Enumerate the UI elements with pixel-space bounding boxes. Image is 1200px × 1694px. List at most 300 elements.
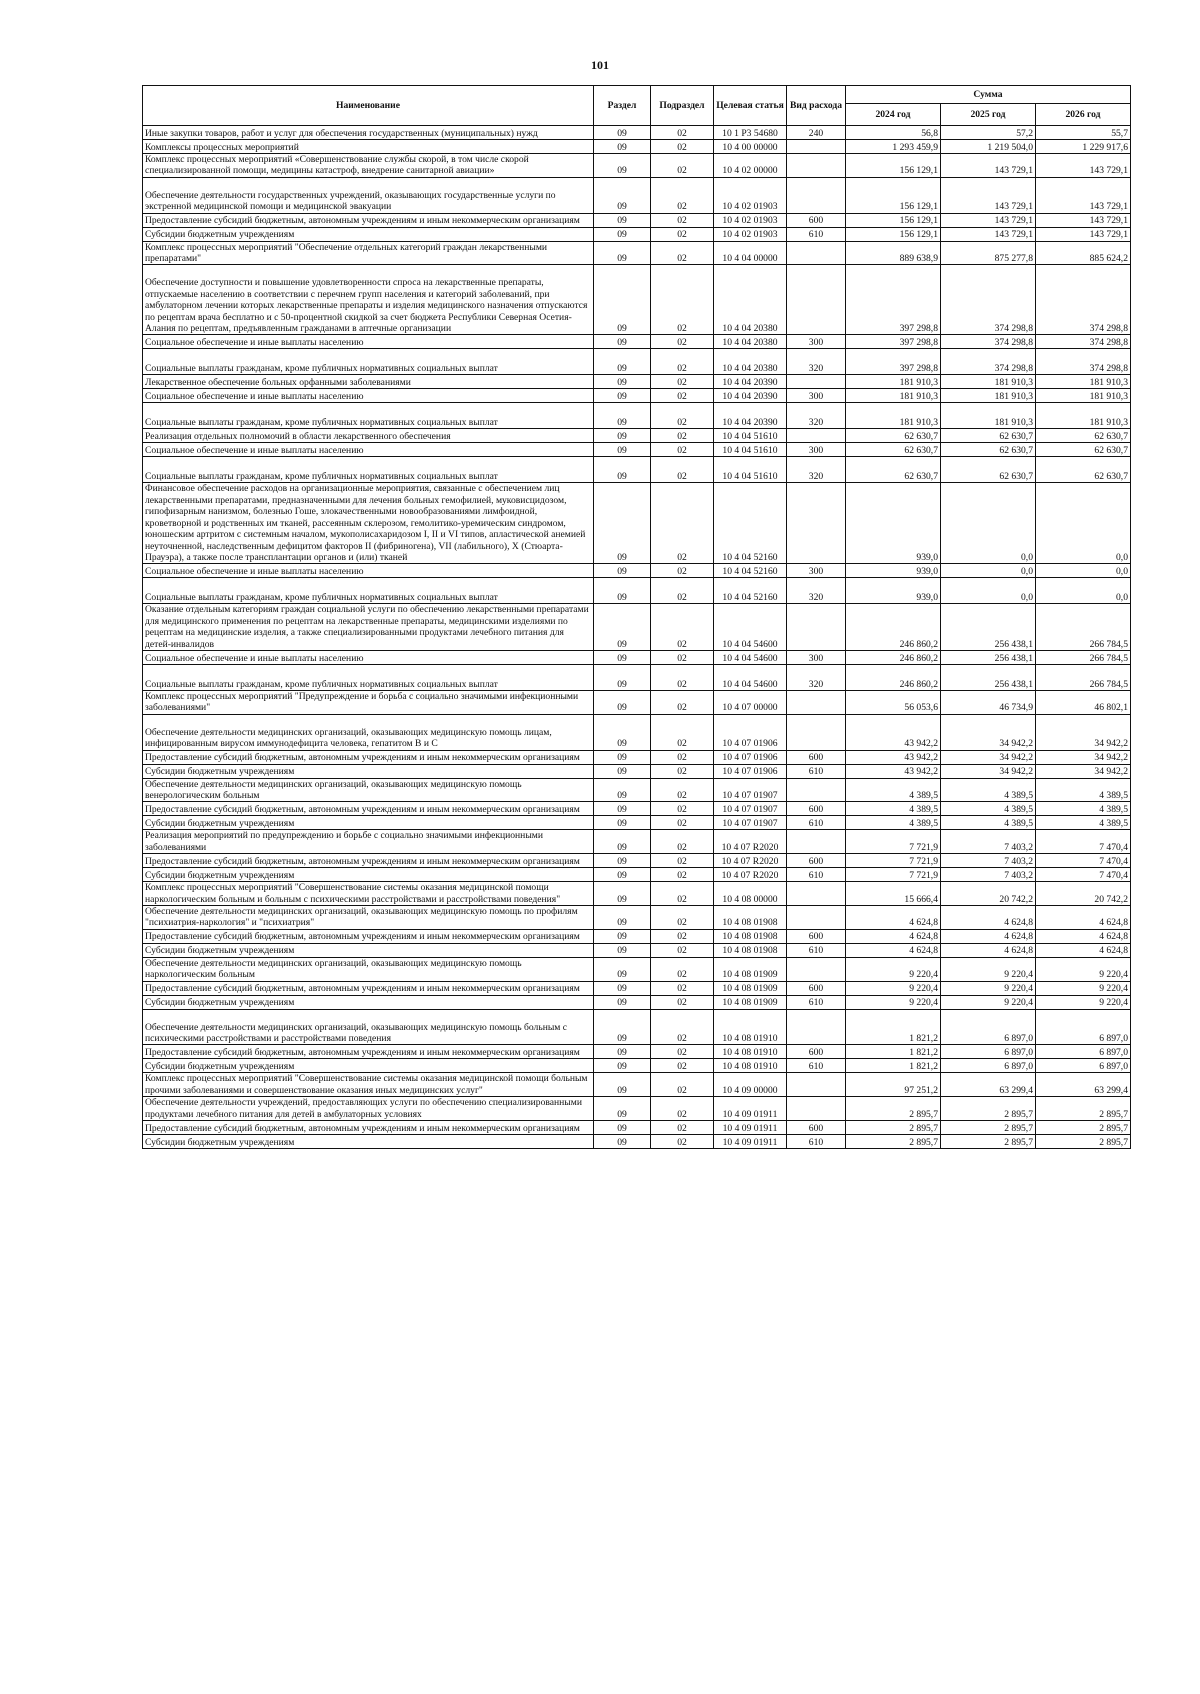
cell-expense-type: 240 [787, 126, 846, 140]
cell-amount-2024: 4 624,8 [846, 929, 941, 943]
cell-expense-type [787, 714, 846, 750]
table-row [143, 140, 1131, 154]
cell-amount-2026: 885 624,2 [1036, 241, 1131, 265]
cell-name: Предоставление субсидий бюджетным, автономным учреждениям и иным некоммерческим организациям [143, 213, 594, 227]
cell-amount-2026: 7 470,4 [1036, 854, 1131, 868]
cell-name: Лекарственное обеспечение больных орфанными заболеваниями [143, 375, 594, 389]
cell-name: Комплекс процессных мероприятий "Обеспечение отдельных категорий граждан лекарственными препаратами" [143, 241, 594, 265]
cell-expense-type [787, 177, 846, 213]
cell-section: 09 [594, 1073, 651, 1097]
cell-amount-2025: 4 389,5 [941, 816, 1036, 830]
cell-amount-2025: 7 403,2 [941, 854, 1036, 868]
table-row [143, 750, 1131, 764]
cell-subsection: 02 [651, 664, 714, 690]
cell-amount-2024: 97 251,2 [846, 1073, 941, 1097]
cell-subsection: 02 [651, 802, 714, 816]
table-row [143, 690, 1131, 714]
cell-expense-type: 600 [787, 750, 846, 764]
cell-amount-2024: 9 220,4 [846, 981, 941, 995]
cell-name: Субсидии бюджетным учреждениям [143, 764, 594, 778]
cell-subsection: 02 [651, 126, 714, 140]
cell-expense-type: 610 [787, 943, 846, 957]
cell-amount-2026: 9 220,4 [1036, 981, 1131, 995]
cell-amount-2024: 4 624,8 [846, 906, 941, 930]
cell-amount-2026: 34 942,2 [1036, 764, 1131, 778]
cell-amount-2024: 7 721,9 [846, 868, 941, 882]
cell-expense-type: 320 [787, 403, 846, 429]
cell-amount-2025: 34 942,2 [941, 750, 1036, 764]
cell-amount-2024: 246 860,2 [846, 664, 941, 690]
table-row [143, 868, 1131, 882]
cell-subsection: 02 [651, 929, 714, 943]
cell-name: Иные закупки товаров, работ и услуг для обеспечения государственных (муниципальных) нужд [143, 126, 594, 140]
cell-amount-2024: 397 298,8 [846, 349, 941, 375]
cell-amount-2026: 6 897,0 [1036, 1009, 1131, 1045]
cell-expense-type: 600 [787, 929, 846, 943]
cell-subsection: 02 [651, 1097, 714, 1121]
cell-subsection: 02 [651, 335, 714, 349]
cell-amount-2024: 62 630,7 [846, 429, 941, 443]
table-row [143, 957, 1131, 981]
cell-amount-2025: 62 630,7 [941, 429, 1036, 443]
cell-amount-2024: 246 860,2 [846, 604, 941, 651]
cell-amount-2024: 4 389,5 [846, 802, 941, 816]
cell-section: 09 [594, 429, 651, 443]
cell-amount-2024: 181 910,3 [846, 403, 941, 429]
cell-amount-2026: 266 784,5 [1036, 604, 1131, 651]
cell-amount-2026: 143 729,1 [1036, 154, 1131, 178]
cell-amount-2026: 63 299,4 [1036, 1073, 1131, 1097]
table-row [143, 995, 1131, 1009]
cell-target-article: 10 4 07 01906 [714, 714, 787, 750]
cell-amount-2025: 63 299,4 [941, 1073, 1036, 1097]
cell-target-article: 10 4 04 54600 [714, 604, 787, 651]
cell-name: Предоставление субсидий бюджетным, автономным учреждениям и иным некоммерческим организациям [143, 854, 594, 868]
cell-subsection: 02 [651, 981, 714, 995]
table-row [143, 1097, 1131, 1121]
cell-subsection: 02 [651, 349, 714, 375]
cell-target-article: 10 4 09 01911 [714, 1097, 787, 1121]
cell-amount-2025: 2 895,7 [941, 1121, 1036, 1135]
cell-name: Социальные выплаты гражданам, кроме публичных нормативных социальных выплат [143, 403, 594, 429]
cell-amount-2026: 181 910,3 [1036, 389, 1131, 403]
cell-amount-2025: 6 897,0 [941, 1045, 1036, 1059]
cell-amount-2026: 62 630,7 [1036, 457, 1131, 483]
cell-name: Социальное обеспечение и иные выплаты населению [143, 650, 594, 664]
cell-amount-2025: 4 389,5 [941, 802, 1036, 816]
cell-target-article: 10 4 04 20390 [714, 403, 787, 429]
cell-target-article: 10 4 04 20380 [714, 265, 787, 335]
cell-amount-2024: 1 821,2 [846, 1045, 941, 1059]
cell-expense-type [787, 830, 846, 854]
cell-amount-2024: 1 293 459,9 [846, 140, 941, 154]
cell-expense-type: 610 [787, 1135, 846, 1149]
table-row [143, 213, 1131, 227]
cell-expense-type [787, 1097, 846, 1121]
cell-name: Комплекс процессных мероприятий "Предупреждение и борьба с социально значимыми инфекционными заболеваниями" [143, 690, 594, 714]
cell-section: 09 [594, 664, 651, 690]
cell-target-article: 10 4 07 01906 [714, 764, 787, 778]
cell-amount-2026: 0,0 [1036, 483, 1131, 564]
cell-amount-2025: 7 403,2 [941, 868, 1036, 882]
header-section: Раздел [594, 86, 651, 126]
table-row [143, 265, 1131, 335]
cell-amount-2024: 156 129,1 [846, 213, 941, 227]
table-row [143, 604, 1131, 651]
cell-amount-2025: 143 729,1 [941, 177, 1036, 213]
cell-name: Субсидии бюджетным учреждениям [143, 995, 594, 1009]
cell-section: 09 [594, 227, 651, 241]
cell-subsection: 02 [651, 1059, 714, 1073]
cell-target-article: 10 4 07 R2020 [714, 830, 787, 854]
cell-amount-2024: 56,8 [846, 126, 941, 140]
table-row [143, 457, 1131, 483]
cell-target-article: 10 4 02 01903 [714, 227, 787, 241]
cell-subsection: 02 [651, 241, 714, 265]
cell-section: 09 [594, 375, 651, 389]
cell-amount-2024: 43 942,2 [846, 764, 941, 778]
cell-amount-2025: 9 220,4 [941, 957, 1036, 981]
cell-target-article: 10 4 04 52160 [714, 483, 787, 564]
cell-name: Обеспечение деятельности медицинских организаций, оказывающих медицинскую помощь венерологическим больным [143, 778, 594, 802]
table-header [143, 86, 1131, 126]
cell-amount-2026: 34 942,2 [1036, 750, 1131, 764]
cell-amount-2026: 266 784,5 [1036, 650, 1131, 664]
cell-amount-2024: 397 298,8 [846, 265, 941, 335]
cell-name: Социальное обеспечение и иные выплаты населению [143, 564, 594, 578]
cell-subsection: 02 [651, 943, 714, 957]
cell-subsection: 02 [651, 906, 714, 930]
cell-amount-2025: 256 438,1 [941, 604, 1036, 651]
cell-expense-type [787, 604, 846, 651]
cell-amount-2024: 15 666,4 [846, 882, 941, 906]
cell-subsection: 02 [651, 1135, 714, 1149]
cell-subsection: 02 [651, 1073, 714, 1097]
cell-amount-2025: 4 624,8 [941, 943, 1036, 957]
cell-name: Социальные выплаты гражданам, кроме публичных нормативных социальных выплат [143, 349, 594, 375]
cell-subsection: 02 [651, 564, 714, 578]
cell-expense-type: 300 [787, 443, 846, 457]
cell-amount-2024: 397 298,8 [846, 335, 941, 349]
cell-section: 09 [594, 882, 651, 906]
cell-name: Обеспечение деятельности медицинских организаций, оказывающих медицинскую помощь наркологическим больным [143, 957, 594, 981]
cell-subsection: 02 [651, 957, 714, 981]
cell-amount-2025: 57,2 [941, 126, 1036, 140]
cell-name: Обеспечение деятельности учреждений, предоставляющих услуги по обеспечению специализированными продуктами лечебного питания для детей в амбулаторных условиях [143, 1097, 594, 1121]
table-row [143, 429, 1131, 443]
cell-name: Комплекс процессных мероприятий "Совершенствование системы оказания медицинской помощи наркологическим больным и больным с психическими расстройствами и расстройствами поведения" [143, 882, 594, 906]
cell-name: Комплексы процессных мероприятий [143, 140, 594, 154]
table-row [143, 650, 1131, 664]
cell-amount-2026: 4 389,5 [1036, 778, 1131, 802]
cell-target-article: 10 4 08 01910 [714, 1059, 787, 1073]
cell-target-article: 10 4 07 01907 [714, 802, 787, 816]
cell-subsection: 02 [651, 389, 714, 403]
cell-section: 09 [594, 778, 651, 802]
cell-section: 09 [594, 690, 651, 714]
cell-amount-2026: 9 220,4 [1036, 995, 1131, 1009]
cell-target-article: 10 4 04 51610 [714, 443, 787, 457]
cell-target-article: 10 4 08 01909 [714, 981, 787, 995]
cell-amount-2025: 2 895,7 [941, 1097, 1036, 1121]
cell-amount-2025: 20 742,2 [941, 882, 1036, 906]
cell-name: Комплекс процессных мероприятий «Совершенствование службы скорой, в том числе скорой специализированной помощи, медицины катастроф, внедрение санитарной авиации» [143, 154, 594, 178]
cell-expense-type: 600 [787, 213, 846, 227]
cell-target-article: 10 4 08 00000 [714, 882, 787, 906]
cell-section: 09 [594, 457, 651, 483]
cell-expense-type [787, 483, 846, 564]
cell-section: 09 [594, 957, 651, 981]
table-row [143, 375, 1131, 389]
cell-amount-2026: 143 729,1 [1036, 177, 1131, 213]
table-row [143, 483, 1131, 564]
cell-amount-2024: 9 220,4 [846, 995, 941, 1009]
cell-expense-type [787, 265, 846, 335]
table-row [143, 1073, 1131, 1097]
cell-section: 09 [594, 1059, 651, 1073]
table-row [143, 854, 1131, 868]
cell-amount-2025: 46 734,9 [941, 690, 1036, 714]
cell-subsection: 02 [651, 154, 714, 178]
cell-amount-2026: 181 910,3 [1036, 403, 1131, 429]
table-row [143, 227, 1131, 241]
cell-amount-2026: 4 389,5 [1036, 816, 1131, 830]
cell-amount-2026: 181 910,3 [1036, 375, 1131, 389]
cell-amount-2024: 156 129,1 [846, 154, 941, 178]
cell-target-article: 10 4 09 01911 [714, 1135, 787, 1149]
table-row [143, 389, 1131, 403]
cell-amount-2026: 374 298,8 [1036, 265, 1131, 335]
budget-table [142, 85, 1131, 1149]
cell-amount-2024: 4 624,8 [846, 943, 941, 957]
cell-section: 09 [594, 389, 651, 403]
cell-section: 09 [594, 906, 651, 930]
cell-amount-2026: 2 895,7 [1036, 1121, 1131, 1135]
cell-target-article: 10 4 08 01909 [714, 957, 787, 981]
cell-section: 09 [594, 868, 651, 882]
cell-target-article: 10 4 04 20380 [714, 349, 787, 375]
cell-section: 09 [594, 564, 651, 578]
cell-amount-2026: 6 897,0 [1036, 1045, 1131, 1059]
cell-expense-type: 600 [787, 981, 846, 995]
cell-target-article: 10 4 04 00000 [714, 241, 787, 265]
cell-subsection: 02 [651, 650, 714, 664]
cell-amount-2026: 0,0 [1036, 578, 1131, 604]
cell-name: Обеспечение деятельности медицинских организаций, оказывающих медицинскую помощь по профилям "психиатрия-наркология" и "психиатрия" [143, 906, 594, 930]
cell-amount-2024: 7 721,9 [846, 854, 941, 868]
cell-section: 09 [594, 126, 651, 140]
cell-section: 09 [594, 604, 651, 651]
cell-name: Предоставление субсидий бюджетным, автономным учреждениям и иным некоммерческим организациям [143, 1121, 594, 1135]
table-row [143, 830, 1131, 854]
cell-amount-2025: 256 438,1 [941, 650, 1036, 664]
cell-amount-2026: 143 729,1 [1036, 227, 1131, 241]
cell-subsection: 02 [651, 227, 714, 241]
cell-amount-2026: 374 298,8 [1036, 335, 1131, 349]
cell-name: Социальные выплаты гражданам, кроме публичных нормативных социальных выплат [143, 578, 594, 604]
cell-name: Субсидии бюджетным учреждениям [143, 816, 594, 830]
cell-expense-type: 600 [787, 802, 846, 816]
cell-name: Реализация мероприятий по предупреждению и борьбе с социально значимыми инфекционными заболеваниями [143, 830, 594, 854]
table-body [143, 126, 1131, 1149]
cell-subsection: 02 [651, 177, 714, 213]
cell-amount-2025: 143 729,1 [941, 227, 1036, 241]
cell-amount-2025: 34 942,2 [941, 764, 1036, 778]
cell-target-article: 10 4 08 01909 [714, 995, 787, 1009]
cell-amount-2024: 889 638,9 [846, 241, 941, 265]
cell-section: 09 [594, 213, 651, 227]
cell-amount-2025: 9 220,4 [941, 995, 1036, 1009]
cell-amount-2024: 9 220,4 [846, 957, 941, 981]
cell-name: Социальное обеспечение и иные выплаты населению [143, 335, 594, 349]
cell-amount-2025: 6 897,0 [941, 1059, 1036, 1073]
table-row [143, 403, 1131, 429]
cell-amount-2024: 181 910,3 [846, 389, 941, 403]
cell-amount-2024: 4 389,5 [846, 816, 941, 830]
cell-section: 09 [594, 714, 651, 750]
cell-subsection: 02 [651, 429, 714, 443]
cell-amount-2026: 62 630,7 [1036, 429, 1131, 443]
cell-name: Социальное обеспечение и иные выплаты населению [143, 389, 594, 403]
cell-section: 09 [594, 802, 651, 816]
cell-section: 09 [594, 981, 651, 995]
cell-amount-2024: 2 895,7 [846, 1121, 941, 1135]
cell-amount-2024: 4 389,5 [846, 778, 941, 802]
cell-amount-2026: 266 784,5 [1036, 664, 1131, 690]
table-row [143, 154, 1131, 178]
cell-expense-type [787, 154, 846, 178]
table-row [143, 578, 1131, 604]
cell-amount-2025: 374 298,8 [941, 265, 1036, 335]
cell-target-article: 10 4 04 54600 [714, 664, 787, 690]
cell-amount-2025: 0,0 [941, 483, 1036, 564]
header-subsection: Подраздел [651, 86, 714, 126]
cell-expense-type: 610 [787, 816, 846, 830]
cell-target-article: 10 4 09 01911 [714, 1121, 787, 1135]
cell-expense-type: 600 [787, 1045, 846, 1059]
cell-amount-2026: 0,0 [1036, 564, 1131, 578]
cell-expense-type: 320 [787, 578, 846, 604]
cell-subsection: 02 [651, 403, 714, 429]
cell-amount-2025: 374 298,8 [941, 349, 1036, 375]
cell-expense-type [787, 241, 846, 265]
cell-section: 09 [594, 177, 651, 213]
table-row [143, 943, 1131, 957]
table-row [143, 816, 1131, 830]
cell-section: 09 [594, 816, 651, 830]
cell-target-article: 10 4 04 20390 [714, 375, 787, 389]
cell-amount-2025: 0,0 [941, 578, 1036, 604]
cell-amount-2025: 374 298,8 [941, 335, 1036, 349]
table-row [143, 1135, 1131, 1149]
cell-amount-2025: 1 219 504,0 [941, 140, 1036, 154]
cell-target-article: 10 4 08 01910 [714, 1009, 787, 1045]
cell-target-article: 10 4 00 00000 [714, 140, 787, 154]
cell-section: 09 [594, 265, 651, 335]
cell-target-article: 10 4 07 R2020 [714, 854, 787, 868]
cell-subsection: 02 [651, 483, 714, 564]
cell-subsection: 02 [651, 714, 714, 750]
table-row [143, 126, 1131, 140]
cell-amount-2026: 46 802,1 [1036, 690, 1131, 714]
cell-amount-2024: 2 895,7 [846, 1135, 941, 1149]
cell-amount-2024: 7 721,9 [846, 830, 941, 854]
table-row [143, 981, 1131, 995]
cell-amount-2026: 6 897,0 [1036, 1059, 1131, 1073]
cell-name: Обеспечение деятельности медицинских организаций, оказывающих медицинскую помощь больным с психическими расстройствами и расстройствами поведения [143, 1009, 594, 1045]
table-row [143, 1121, 1131, 1135]
cell-section: 09 [594, 443, 651, 457]
table-row [143, 906, 1131, 930]
cell-subsection: 02 [651, 375, 714, 389]
cell-amount-2024: 43 942,2 [846, 750, 941, 764]
cell-target-article: 10 4 04 54600 [714, 650, 787, 664]
cell-subsection: 02 [651, 750, 714, 764]
cell-amount-2024: 939,0 [846, 564, 941, 578]
cell-amount-2026: 55,7 [1036, 126, 1131, 140]
cell-section: 09 [594, 403, 651, 429]
cell-amount-2025: 62 630,7 [941, 443, 1036, 457]
cell-amount-2026: 4 624,8 [1036, 943, 1131, 957]
cell-amount-2024: 156 129,1 [846, 177, 941, 213]
cell-subsection: 02 [651, 854, 714, 868]
cell-target-article: 10 4 07 01906 [714, 750, 787, 764]
cell-amount-2025: 143 729,1 [941, 154, 1036, 178]
cell-amount-2025: 181 910,3 [941, 389, 1036, 403]
cell-amount-2024: 56 053,6 [846, 690, 941, 714]
cell-subsection: 02 [651, 690, 714, 714]
cell-section: 09 [594, 140, 651, 154]
cell-amount-2025: 9 220,4 [941, 981, 1036, 995]
cell-subsection: 02 [651, 213, 714, 227]
cell-amount-2024: 156 129,1 [846, 227, 941, 241]
cell-amount-2025: 2 895,7 [941, 1135, 1036, 1149]
cell-subsection: 02 [651, 816, 714, 830]
cell-expense-type: 300 [787, 389, 846, 403]
cell-target-article: 10 1 Р3 54680 [714, 126, 787, 140]
table-row [143, 1009, 1131, 1045]
cell-amount-2025: 181 910,3 [941, 375, 1036, 389]
cell-section: 09 [594, 650, 651, 664]
cell-expense-type: 610 [787, 227, 846, 241]
table-row [143, 714, 1131, 750]
cell-section: 09 [594, 929, 651, 943]
cell-amount-2024: 181 910,3 [846, 375, 941, 389]
cell-amount-2026: 4 624,8 [1036, 906, 1131, 930]
cell-target-article: 10 4 07 01907 [714, 816, 787, 830]
cell-amount-2025: 34 942,2 [941, 714, 1036, 750]
cell-target-article: 10 4 09 00000 [714, 1073, 787, 1097]
header-sum: Сумма [846, 86, 1131, 104]
cell-name: Финансовое обеспечение расходов на организационные мероприятия, связанные с обеспечением лиц лекарственными препаратами, предназначенными для лечения больных гемофилией, муковисцидозом, гипофизарным нанизмом, болезнью Гоше, злокачественными новообразованиями лимфоидной, кроветворной и родственных им тканей, рассеянным склерозом, гемолитико-уремическим синдромом, юношеским артритом с системным началом, мукополисахаридозом I, II и VI типов, апластической анемией неуточненной, наследственным дефицитом факторов II (фибриногена), VII (лабильного), X (Стюарта-Прауэра), а также после трансплантации органов и (или) тканей [143, 483, 594, 564]
cell-amount-2026: 7 470,4 [1036, 868, 1131, 882]
cell-amount-2026: 374 298,8 [1036, 349, 1131, 375]
cell-target-article: 10 4 08 01908 [714, 943, 787, 957]
table-row [143, 802, 1131, 816]
cell-expense-type: 610 [787, 764, 846, 778]
cell-name: Предоставление субсидий бюджетным, автономным учреждениям и иным некоммерческим организациям [143, 981, 594, 995]
cell-subsection: 02 [651, 764, 714, 778]
cell-amount-2026: 4 624,8 [1036, 929, 1131, 943]
cell-name: Социальные выплаты гражданам, кроме публичных нормативных социальных выплат [143, 457, 594, 483]
cell-name: Оказание отдельным категориям граждан социальной услуги по обеспечению лекарственными препаратами для медицинского применения по рецептам на лекарственные препараты, медицинскими изделиями по рецептам на медицинские изделия, а также специализированными продуктами лечебного питания для детей-инвалидов [143, 604, 594, 651]
cell-name: Реализация отдельных полномочий в области лекарственного обеспечения [143, 429, 594, 443]
cell-section: 09 [594, 483, 651, 564]
cell-expense-type [787, 957, 846, 981]
cell-amount-2025: 143 729,1 [941, 213, 1036, 227]
header-name: Наименование [143, 86, 594, 126]
cell-expense-type [787, 375, 846, 389]
